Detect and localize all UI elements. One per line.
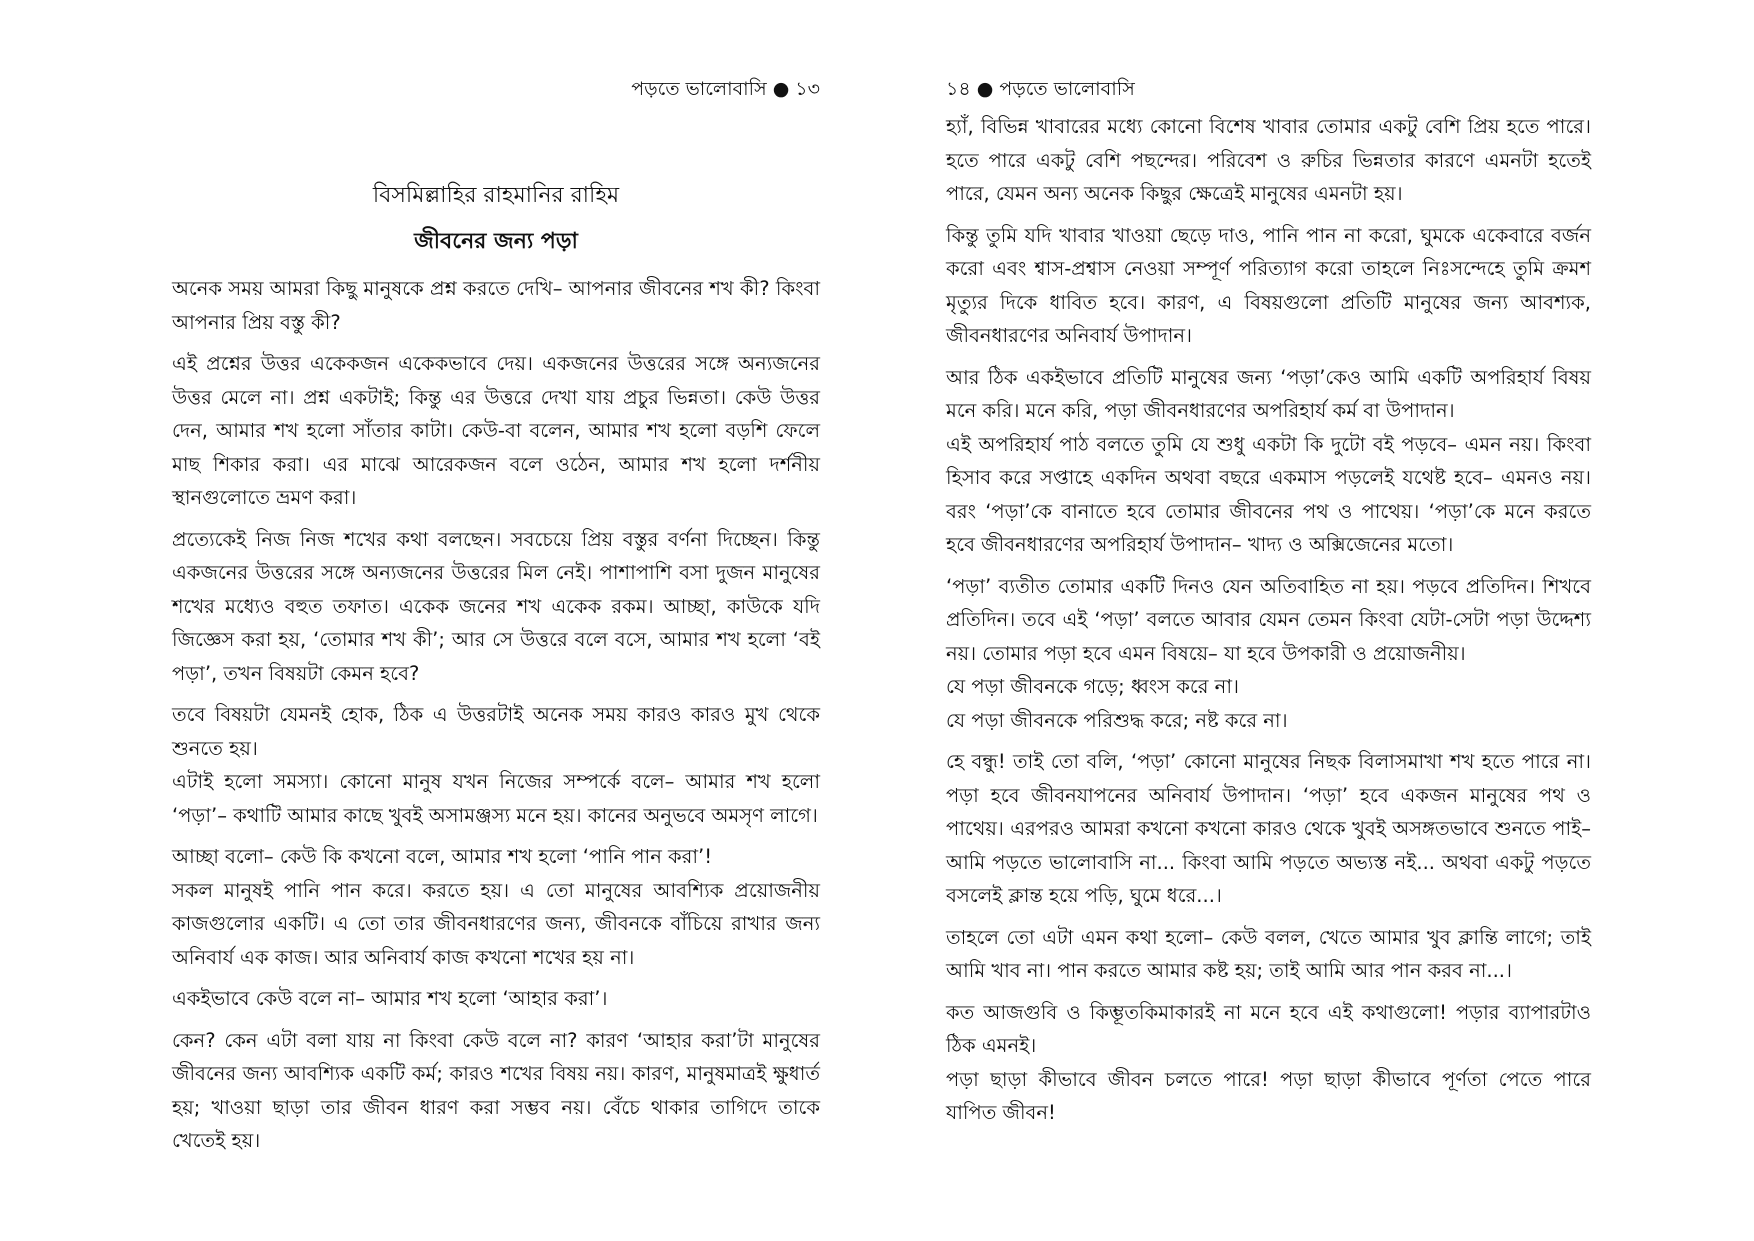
paragraph: আর ঠিক একইভাবে প্রতিটি মানুষের জন্য ‘পড়া’কেও আমি একটি অপরিহার্য বিষয় মনে করি। মনে করি, পড়া জীবনধারণের অপরিহার্য কর্ম বা উপাদান। (946, 365, 1591, 422)
left-page-content (172, 180, 820, 1166)
paragraph: হ্যাঁ, বিভিন্ন খাবারের মধ্যে কোনো বিশেষ খাবার তোমার একটু বেশি প্রিয় হতে পারে। হতে পারে একটু বেশি পছন্দের। পরিবেশ ও রুচির ভিন্নতার কারণে এমনটা হতেই পারে, যেমন অন্য অনেক কিছুর ক্ষেত্রেই মানুষের এমনটা হয়। (946, 115, 1591, 205)
paragraph: যে পড়া জীবনকে গড়ে; ধ্বংস করে না। (946, 675, 1239, 698)
paragraph: একইভাবে কেউ বলে না– আমার শখ হলো ‘আহার করা’। (172, 987, 608, 1010)
paragraph: অনেক সময় আমরা কিছু মানুষকে প্রশ্ন করতে দেখি– আপনার জীবনের শখ কী? কিংবা আপনার প্রিয় বস্তু কী? (172, 277, 820, 334)
chapter-title: জীবনের জন্য পড়া (414, 229, 578, 254)
paragraph: কেন? কেন এটা বলা যায় না কিংবা কেউ বলে না? কারণ ‘আহার করা’টা মানুষের জীবনের জন্য আবশ্যিক একটি কর্ম; কারও শখের বিষয় নয়। কারণ, মানুষমাত্রই ক্ষুধার্ত হয়; খাওয়া ছাড়া তার জীবন ধারণ করা সম্ভব নয়। বেঁচে থাকার তাগিদে তাকে খেতেই হয়। (172, 1028, 820, 1152)
paragraph: ‘পড়া’ ব্যতীত তোমার একটি দিনও যেন অতিবাহিত না হয়। পড়বে প্রতিদিন। শিখবে প্রতিদিন। তবে এই ‘পড়া’ বলতে আবার যেমন তেমন কিংবা যেটা-সেটা পড়া উদ্দেশ্য নয়। তোমার পড়া হবে এমন বিষয়ে– যা হবে উপকারী ও প্রয়োজনীয়। (946, 574, 1591, 665)
paragraph: যে পড়া জীবনকে পরিশুদ্ধ করে; নষ্ট করে না। (946, 708, 1288, 732)
paragraph: তাহলে তো এটা এমন কথা হলো– কেউ বলল, খেতে আমার খুব ক্লান্তি লাগে; তাই আমি খাব না। পান করতে আমার কষ্ট হয়; তাই আমি আর পান করব না...। (946, 925, 1591, 982)
paragraph: পড়া ছাড়া কীভাবে জীবন চলতে পারে! পড়া ছাড়া কীভাবে পূর্ণতা পেতে পারে যাপিত জীবন! (946, 1067, 1591, 1124)
right-page-content (946, 110, 1591, 1138)
right-running-head: ১৪ ● পড়তে ভালোবাসি (946, 78, 1135, 100)
paragraph: হে বন্ধু! তাই তো বলি, ‘পড়া’ কোনো মানুষের নিছক বিলাসমাখা শখ হতে পারে না। পড়া হবে জীবনযাপনের অনিবার্য উপাদান। ‘পড়া’ হবে একজন মানুষের পথ ও পাথেয়। এরপরও আমরা কখনো কখনো কারও থেকে খুবই অসঙ্গতভাবে শুনতে পাই– আমি পড়তে ভালোবাসি না... কিংবা আমি পড়তে অভ্যস্ত নই... অথবা একটু পড়তে বসলেই ক্লান্ত হয়ে পড়ি, ঘুমে ধরে...। (946, 750, 1591, 907)
left-page (172, 0, 820, 1241)
paragraph: এই প্রশ্নের উত্তর একেকজন একেকভাবে দেয়। একজনের উত্তরের সঙ্গে অন্যজনের উত্তর মেলে না। প্রশ্ন একটাই; কিন্তু এর উত্তরে দেখা যায় প্রচুর ভিন্নতা। কেউ উত্তর দেন, আমার শখ হলো সাঁতার কাটা। কেউ-বা বলেন, আমার শখ হলো বড়শি ফেলে মাছ শিকার করা। এর মাঝে আরেকজন বলে ওঠেন, আমার শখ হলো দর্শনীয় স্থানগুলোতে ভ্রমণ করা। (172, 352, 820, 509)
paragraph: কিন্তু তুমি যদি খাবার খাওয়া ছেড়ে দাও, পানি পান না করো, ঘুমকে একেবারে বর্জন করো এবং শ্বাস-প্রশ্বাস নেওয়া সম্পূর্ণ পরিত্যাগ করো তাহলে নিঃসন্দেহে তুমি ক্রমশ মৃত্যুর দিকে ধাবিত হবে। কারণ, এ বিষয়গুলো প্রতিটি মানুষের জন্য আবশ্যক, জীবনধারণের অনিবার্য উপাদান। (946, 223, 1591, 347)
right-page (946, 0, 1591, 1241)
left-running-head: পড়তে ভালোবাসি ● ১৩ (631, 78, 820, 100)
paragraph: কত আজগুবি ও কিম্ভূতকিমাকারই না মনে হবে এই কথাগুলো! পড়ার ব্যাপারটাও ঠিক এমনই। (946, 1000, 1591, 1057)
paragraph: এটাই হলো সমস্যা। কোনো মানুষ যখন নিজের সম্পর্কে বলে– আমার শখ হলো ‘পড়া’– কথাটি আমার কাছে খুবই অসামঞ্জস্য মনে হয়। কানের অনুভবে অমসৃণ লাগে। (172, 770, 820, 827)
paragraph: এই অপরিহার্য পাঠ বলতে তুমি যে শুধু একটা কি দুটো বই পড়বে– এমন নয়। কিংবা হিসাব করে সপ্তাহে একদিন অথবা বছরে একমাস পড়লেই যথেষ্ট হবে– এমনও নয়। বরং ‘পড়া’কে বানাতে হবে তোমার জীবনের পথ ও পাথেয়। ‘পড়া’কে মনে করতে হবে জীবনধারণের অপরিহার্য উপাদান– খাদ্য ও অক্সিজেনের মতো। (946, 432, 1591, 556)
paragraph: প্রত্যেকেই নিজ নিজ শখের কথা বলছেন। সবচেয়ে প্রিয় বস্তুর বর্ণনা দিচ্ছেন। কিন্তু একজনের উত্তরের সঙ্গে অন্যজনের উত্তরের মিল নেই। পাশাপাশি বসা দুজন মানুষের শখের মধ্যেও বহুত তফাত। একেক জনের শখ একেক রকম। আচ্ছা, কাউকে যদি জিজ্ঞেস করা হয়, ‘তোমার শখ কী’; আর সে উত্তরে বলে বসে, আমার শখ হলো ‘বই পড়া’, তখন বিষয়টা কেমন হবে? (172, 527, 820, 685)
bismillah-heading: বিসমিল্লাহির রাহমানির রাহিম (372, 183, 620, 208)
paragraph: তবে বিষয়টা যেমনই হোক, ঠিক এ উত্তরটাই অনেক সময় কারও কারও মুখ থেকে শুনতে হয়। (172, 703, 820, 760)
paragraph: সকল মানুষই পানি পান করে। করতে হয়। এ তো মানুষের আবশ্যিক প্রয়োজনীয় কাজগুলোর একটি। এ তো তার জীবনধারণের জন্য, জীবনকে বাঁচিয়ে রাখার জন্য অনিবার্য এক কাজ। আর অনিবার্য কাজ কখনো শখের হয় না। (172, 878, 820, 969)
paragraph: আচ্ছা বলো– কেউ কি কখনো বলে, আমার শখ হলো ‘পানি পান করা’! (172, 845, 713, 868)
